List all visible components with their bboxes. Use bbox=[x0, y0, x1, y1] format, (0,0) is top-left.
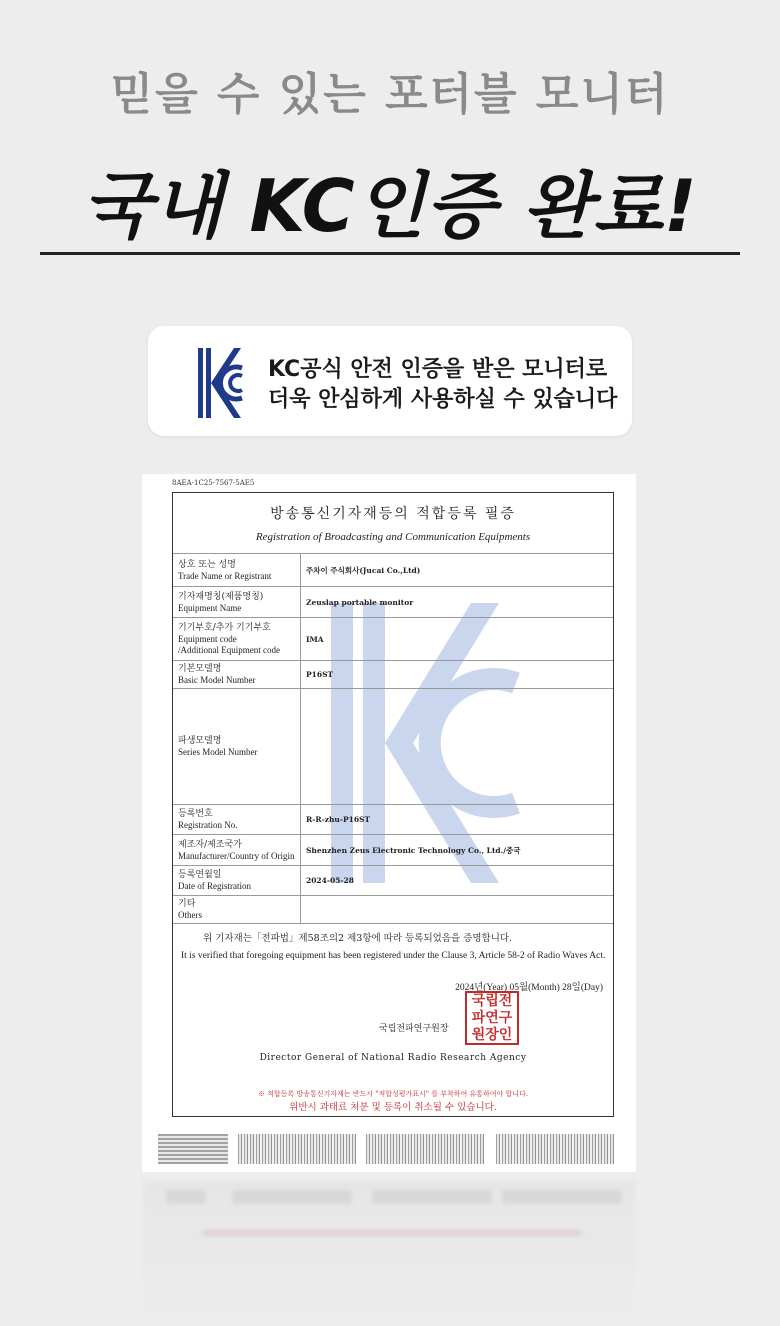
certificate-image bbox=[142, 474, 636, 1172]
row-value: Shenzhen Zeus Electronic Technology Co., Ltd./중국 bbox=[301, 835, 614, 866]
table-row bbox=[173, 587, 613, 618]
statement-ko: 위 기자재는「전파법」제58조의2 제3항에 따라 등록되었음을 증명합니다. bbox=[203, 933, 513, 944]
row-value: IMA bbox=[301, 618, 614, 661]
row-label-en: Trade Name or Registrant bbox=[178, 570, 272, 581]
certificate-table bbox=[173, 553, 613, 924]
official-seal-icon: 국립전 파연구 원장인 bbox=[465, 991, 519, 1045]
table-row bbox=[173, 661, 613, 689]
blurred-reflection bbox=[142, 1180, 636, 1320]
page-headline: 국내 KC인증 완료! bbox=[82, 164, 698, 248]
certificate-title-ko: 방송통신기자재등의 적합등록 필증 bbox=[270, 506, 516, 522]
kc-card-line-1: KC공식 안전 인증을 받은 모니터로 bbox=[268, 357, 608, 382]
table-row bbox=[173, 805, 613, 835]
row-label-ko: 등록번호 bbox=[178, 809, 213, 820]
table-row bbox=[173, 896, 613, 924]
table-row bbox=[173, 689, 613, 805]
row-label-ko: 기본모델명 bbox=[178, 664, 222, 675]
row-label-ko: 기자재명칭(제품명칭) bbox=[178, 591, 264, 602]
row-value: Zeuslap portable monitor bbox=[301, 587, 614, 618]
certificate-date: 2024년(Year) 05월(Month) 28일(Day) bbox=[455, 983, 603, 993]
row-label-en: Manufacturer/Country of Origin bbox=[178, 850, 295, 861]
row-value bbox=[301, 896, 614, 924]
certificate-statement bbox=[181, 931, 607, 964]
row-label-en: Basic Model Number bbox=[178, 675, 256, 685]
row-label-ko: 제조자/제조국가 bbox=[178, 839, 242, 850]
row-label-en: Equipment Name bbox=[178, 602, 242, 613]
row-value: R-R-zhu-P16ST bbox=[301, 805, 614, 835]
table-row bbox=[173, 866, 613, 896]
table-row bbox=[173, 835, 613, 866]
row-value bbox=[301, 689, 614, 805]
barcode-icon bbox=[238, 1134, 356, 1164]
row-label-ko: 파생모델명 bbox=[178, 736, 222, 747]
warning-line-1: ※ 적합등록 방송통신기자재는 반드시 "적합성평가표시" 를 부착하여 유통하여야 합니다. bbox=[257, 1090, 529, 1098]
barcode-icon bbox=[366, 1134, 484, 1164]
row-label-en: Registration No. bbox=[178, 820, 238, 830]
certificate-title-en: Registration of Broadcasting and Communication Equipments bbox=[255, 531, 531, 543]
row-value: 주차이 주식회사(Jucai Co.,Ltd) bbox=[301, 554, 614, 587]
row-label-en-2: /Additional Equipment code bbox=[178, 644, 280, 655]
row-label-en: Equipment code bbox=[178, 634, 237, 645]
row-label-en: Others bbox=[178, 910, 202, 920]
statement-en: It is verified that foregoing equipment has been registered under the Clause 3, Article 58-2 of Radio Waves Act. bbox=[181, 950, 606, 961]
row-label-en: Series Model Number bbox=[178, 747, 258, 757]
qr-code-icon bbox=[158, 1134, 228, 1164]
kc-card-line-2: 더욱 안심하게 사용하실 수 있습니다 bbox=[268, 387, 618, 412]
warning-line-2: 위반시 과태료 처분 및 등록이 취소될 수 있습니다. bbox=[289, 1102, 497, 1113]
row-value: P16ST bbox=[301, 661, 614, 689]
headline-underline bbox=[40, 252, 740, 255]
issuer-en: Director General of National Radio Research Agency bbox=[259, 1053, 527, 1063]
kc-info-card bbox=[148, 326, 632, 436]
table-row bbox=[173, 618, 613, 661]
barcode-icon bbox=[496, 1134, 614, 1164]
certificate-warning bbox=[173, 1087, 613, 1115]
issuer-ko: 국립전파연구원장 bbox=[379, 1024, 449, 1034]
page-subtitle: 믿을 수 있는 포터블 모니터 bbox=[110, 69, 670, 120]
row-label-ko: 기기부호/추가 기기부호 bbox=[178, 623, 271, 634]
table-row bbox=[173, 554, 613, 587]
row-label-en: Date of Registration bbox=[178, 881, 251, 891]
certificate-frame bbox=[172, 492, 614, 1117]
row-value: 2024-05-28 bbox=[301, 866, 614, 896]
row-label-ko: 등록연월일 bbox=[178, 870, 222, 881]
certificate-doc-id: 8AEA-1C25-7567-5AE5 bbox=[172, 479, 255, 487]
row-label-ko: 상호 또는 성명 bbox=[178, 559, 236, 570]
row-label-ko: 기타 bbox=[178, 899, 196, 910]
kc-mark-icon bbox=[196, 346, 244, 420]
